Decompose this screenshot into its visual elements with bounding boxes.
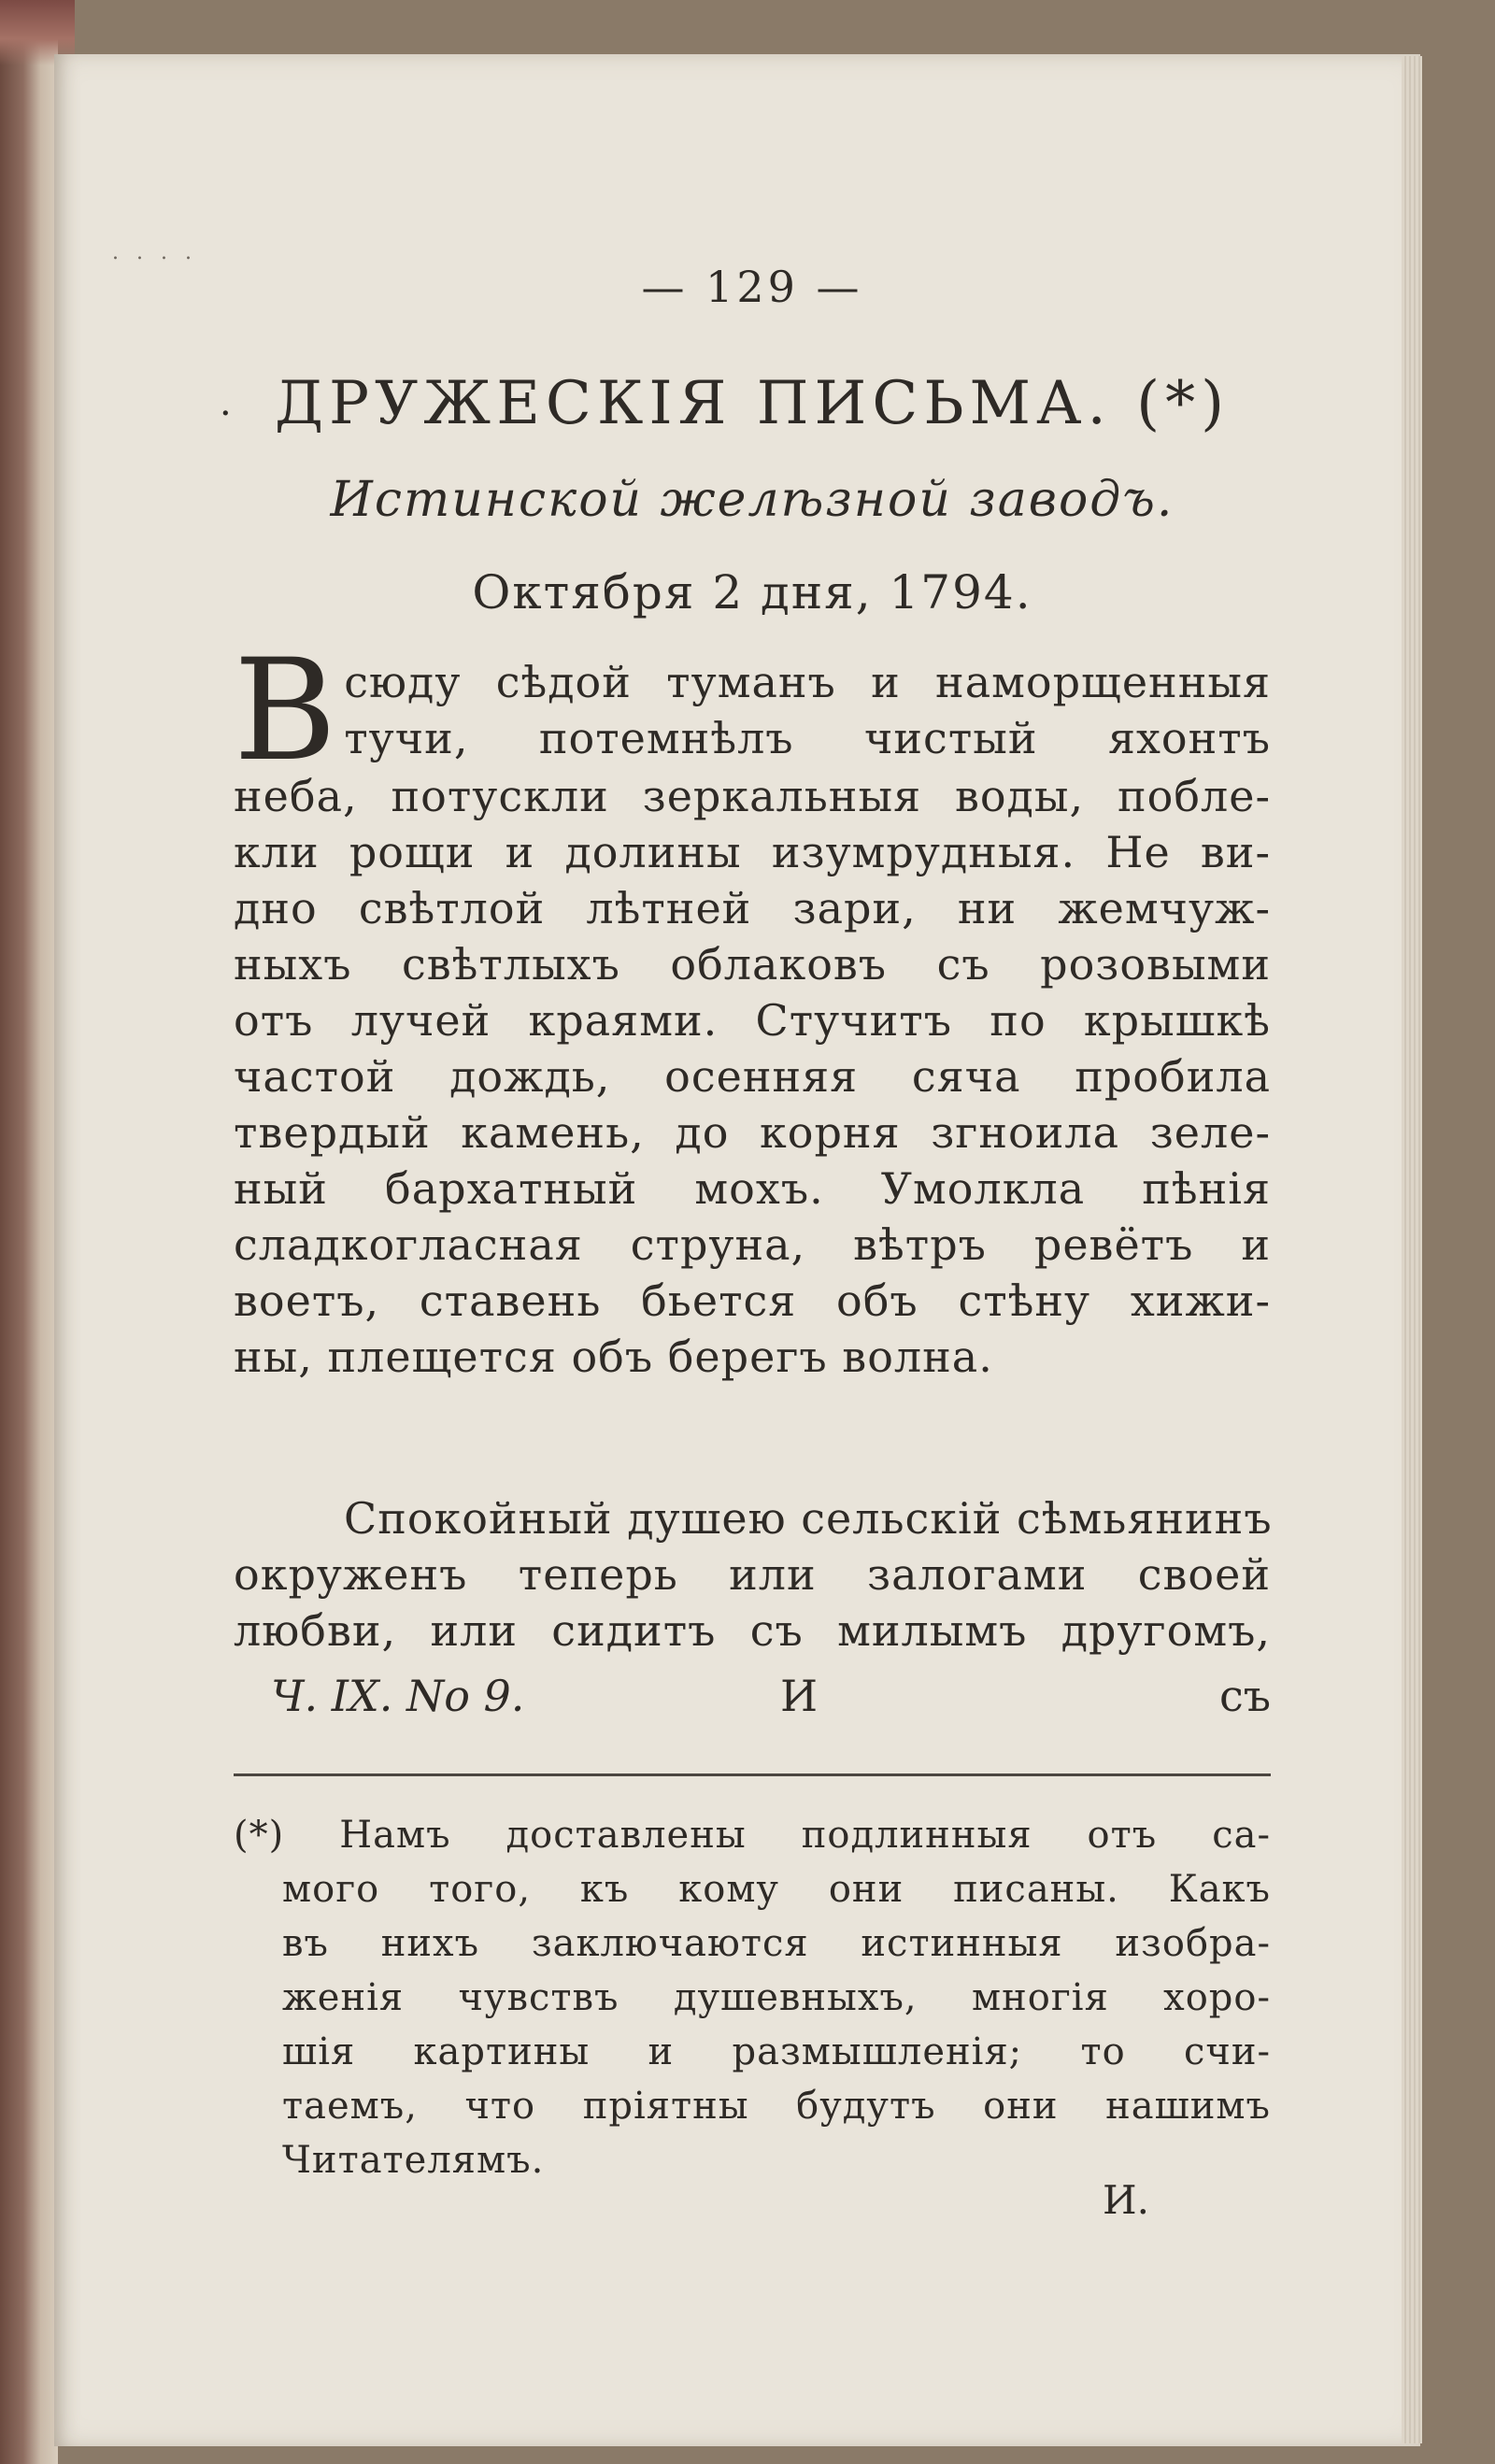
- paragraph-2: [234, 1490, 1271, 1659]
- letter-place: Истинской желѣзной заводъ.: [330, 472, 1175, 528]
- text-line: частой дождь, осенняя сяча пробила: [234, 1051, 1271, 1102]
- text-line: Спокойный душею сельскій сѣмьянинъ: [344, 1493, 1273, 1544]
- letter-date: Октября 2 дня, 1794.: [472, 565, 1032, 620]
- page-fore-edge: [1402, 56, 1422, 2443]
- gathering-letter: И: [780, 1671, 819, 1721]
- text-line: твердый камень, до корня згноила зеле-: [234, 1107, 1271, 1158]
- footnote: [234, 1808, 1271, 2187]
- text-line: кли рощи и долины изумрудныя. Не ви-: [234, 827, 1271, 877]
- margin-marks: . . . .: [112, 241, 197, 264]
- text-line: тучи, потемнѣлъ чистый яхонтъ: [344, 713, 1271, 763]
- text-line: отъ лучей краями. Стучитъ по крышкѣ: [234, 995, 1271, 1046]
- page-number: — 129 —: [641, 262, 863, 312]
- footnote-line: въ нихъ заключаются истинныя изобра-: [282, 1922, 1271, 1965]
- footnote-line: (*) Намъ доставлены подлинныя отъ са-: [234, 1814, 1271, 1857]
- signature-line: [234, 1668, 1271, 1724]
- text-line: любви, или сидитъ съ милымъ другомъ,: [234, 1605, 1271, 1656]
- footnote-line: женія чувствъ душевныхъ, многія хоро-: [282, 1976, 1271, 2019]
- text-line: воетъ, ставень бьется объ стѣну хижи-: [234, 1275, 1271, 1326]
- footnote-line: шія картины и размышленія; то счи-: [282, 2030, 1271, 2073]
- catchword-main: съ: [1218, 1671, 1271, 1721]
- footnote-line: таемъ, что пріятны будутъ они нашимъ: [282, 2085, 1271, 2128]
- footnote-rule: [234, 1773, 1271, 1776]
- text-line: ны, плещется объ берегъ волна.: [234, 1332, 993, 1382]
- drop-cap: В: [234, 630, 337, 792]
- footnote-line: мого того, къ кому они писаны. Какъ: [282, 1868, 1271, 1911]
- catchword: И.: [1103, 2177, 1149, 2223]
- text-line: окруженъ теперь или залогами своей: [234, 1549, 1271, 1600]
- paragraph-1: [234, 630, 1271, 1385]
- text-line: ныхъ свѣтлыхъ облаковъ съ розовыми: [234, 939, 1271, 990]
- footnote-line: Читателямъ.: [282, 2139, 545, 2182]
- text-line: дно свѣтлой лѣтней зари, ни жемчуж-: [234, 883, 1271, 933]
- text-line: неба, потускли зеркальныя воды, побле-: [234, 771, 1271, 821]
- chapter-title: ДРУЖЕСКІЯ ПИСЬМА. (*): [274, 369, 1231, 438]
- title-margin-dot: ·: [220, 392, 232, 435]
- volume-signature: Ч. IX. No 9.: [271, 1671, 525, 1721]
- book-cover-edge: [0, 0, 58, 2464]
- text-line: сюду сѣдой туманъ и наморщенныя: [344, 657, 1271, 707]
- text-line: ный бархатный мохъ. Умолкла пѣнія: [234, 1163, 1271, 1214]
- text-line: сладкогласная струна, вѣтръ ревётъ и: [234, 1219, 1271, 1270]
